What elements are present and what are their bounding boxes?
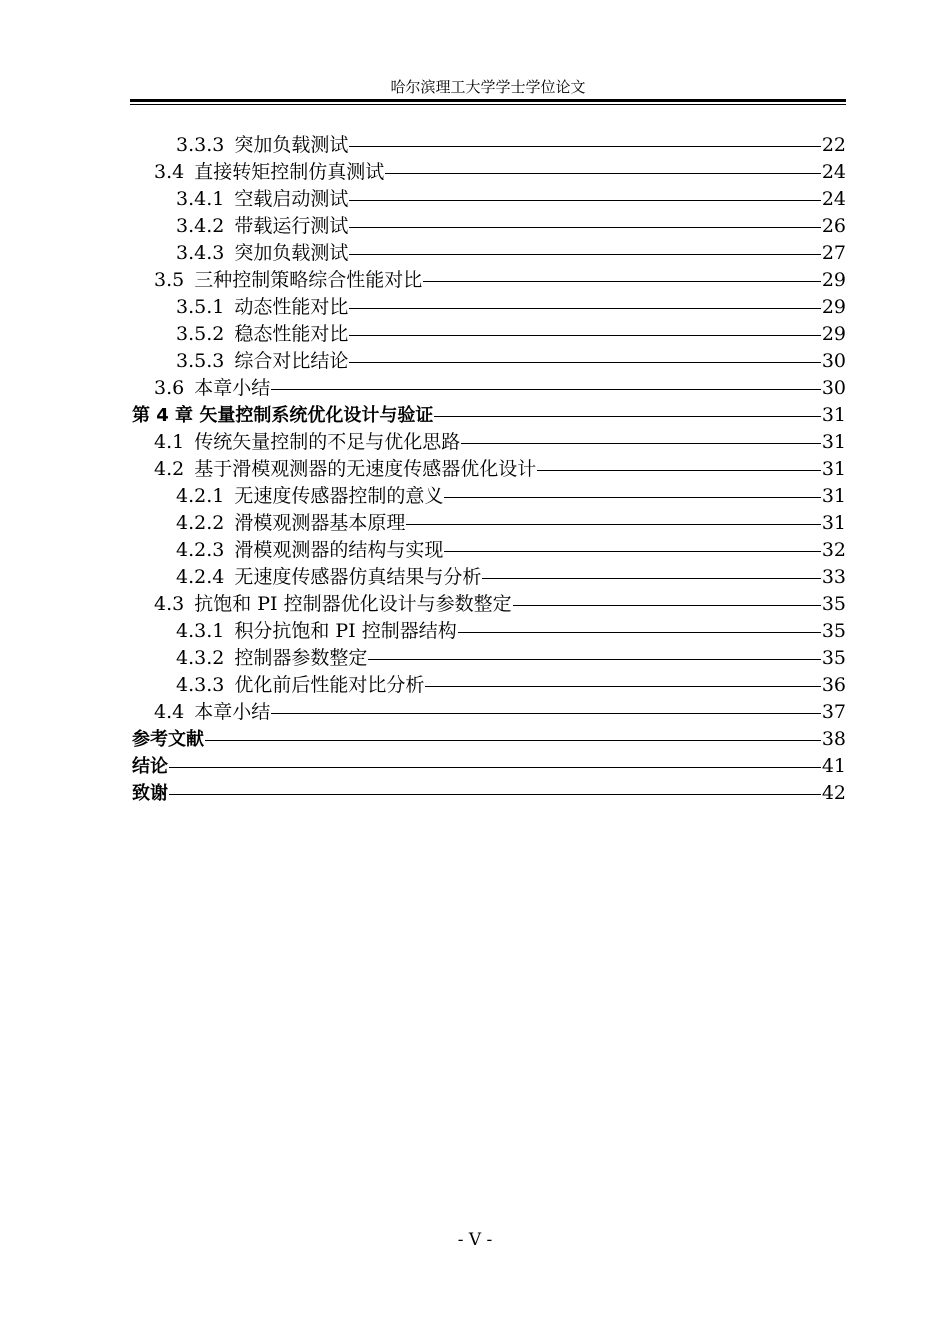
toc-leader-line xyxy=(205,740,821,741)
toc-leader-line xyxy=(271,389,821,390)
toc-title: 突加负载测试 xyxy=(234,134,349,156)
toc-entry[interactable] xyxy=(132,618,846,645)
toc-page-number: 29 xyxy=(821,269,846,291)
toc-section-number: 3.5 xyxy=(154,269,185,291)
toc-entry[interactable] xyxy=(132,537,846,564)
toc-section-number: 4.1 xyxy=(154,431,185,453)
toc-title: 本章小结 xyxy=(194,377,271,399)
toc-title: 滑模观测器的结构与实现 xyxy=(234,539,444,561)
toc-leader-line xyxy=(482,578,820,579)
toc-page-number: 24 xyxy=(821,161,846,183)
toc-leader-line xyxy=(368,659,820,660)
toc-page-number: 31 xyxy=(821,458,846,480)
toc-leader-line xyxy=(349,254,820,255)
toc-entry[interactable] xyxy=(132,267,846,294)
toc-page-number: 35 xyxy=(821,647,846,669)
toc-page-number: 35 xyxy=(821,620,846,642)
toc-page-number: 29 xyxy=(821,323,846,345)
table-of-contents xyxy=(132,132,846,807)
toc-entry[interactable] xyxy=(132,294,846,321)
toc-leader-line xyxy=(349,335,820,336)
toc-section-number: 4.4 xyxy=(154,701,185,723)
toc-leader-line xyxy=(513,605,821,606)
toc-entry[interactable] xyxy=(132,321,846,348)
toc-leader-line xyxy=(406,524,820,525)
toc-entry[interactable] xyxy=(132,564,846,591)
toc-title: 抗饱和 PI 控制器优化设计与参数整定 xyxy=(194,593,512,615)
toc-title: 无速度传感器控制的意义 xyxy=(234,485,444,507)
toc-entry[interactable] xyxy=(132,780,846,807)
toc-section-number: 3.4 xyxy=(154,161,185,183)
toc-title: 滑模观测器基本原理 xyxy=(234,512,406,534)
toc-page-number: 37 xyxy=(821,701,846,723)
toc-leader-line xyxy=(385,173,821,174)
toc-leader-line xyxy=(349,227,820,228)
toc-title: 积分抗饱和 PI 控制器结构 xyxy=(234,620,457,642)
toc-entry[interactable] xyxy=(132,591,846,618)
toc-leader-line xyxy=(169,794,821,795)
toc-section-number: 4.2.2 xyxy=(176,512,225,534)
toc-entry[interactable] xyxy=(132,159,846,186)
toc-leader-line xyxy=(444,497,820,498)
toc-section-number: 4.3.3 xyxy=(176,674,225,696)
toc-entry[interactable] xyxy=(132,186,846,213)
toc-entry[interactable] xyxy=(132,429,846,456)
toc-section-number: 3.6 xyxy=(154,377,185,399)
toc-section-number: 3.4.3 xyxy=(176,242,225,264)
toc-leader-line xyxy=(537,470,821,471)
toc-page-number: 27 xyxy=(821,242,846,264)
toc-page-number: 31 xyxy=(821,485,846,507)
header-rule-thick xyxy=(130,99,846,102)
toc-entry[interactable] xyxy=(132,375,846,402)
toc-page-number: 41 xyxy=(821,755,846,777)
header-rule-thin xyxy=(130,104,846,105)
toc-section-number: 4.3.2 xyxy=(176,647,225,669)
toc-page-number: 30 xyxy=(821,377,846,399)
toc-leader-line xyxy=(349,308,820,309)
toc-leader-line xyxy=(423,281,821,282)
toc-page-number: 42 xyxy=(821,782,846,804)
toc-entry[interactable] xyxy=(132,456,846,483)
toc-entry[interactable] xyxy=(132,726,846,753)
toc-title: 综合对比结论 xyxy=(234,350,349,372)
toc-section-number: 4.3 xyxy=(154,593,185,615)
toc-page-number: 33 xyxy=(821,566,846,588)
toc-page-number: 38 xyxy=(821,728,846,750)
toc-section-number: 3.5.3 xyxy=(176,350,225,372)
toc-page-number: 32 xyxy=(821,539,846,561)
toc-section-number: 4.2 xyxy=(154,458,185,480)
toc-section-number: 4.2.1 xyxy=(176,485,225,507)
toc-section-number: 3.3.3 xyxy=(176,134,225,156)
toc-title: 突加负载测试 xyxy=(234,242,349,264)
toc-leader-line xyxy=(444,551,820,552)
toc-page-number: 36 xyxy=(821,674,846,696)
toc-page-number: 29 xyxy=(821,296,846,318)
toc-leader-line xyxy=(425,686,820,687)
toc-section-number: 3.5.2 xyxy=(176,323,225,345)
running-header: 哈尔滨理工大学学士学位论文 xyxy=(390,78,586,96)
toc-entry[interactable] xyxy=(132,672,846,699)
toc-title: 直接转矩控制仿真测试 xyxy=(194,161,385,183)
toc-title: 致谢 xyxy=(132,783,168,804)
toc-leader-line xyxy=(434,416,820,417)
toc-page-number: 26 xyxy=(821,215,846,237)
toc-leader-line xyxy=(349,362,820,363)
toc-title: 基于滑模观测器的无速度传感器优化设计 xyxy=(194,458,537,480)
toc-title: 三种控制策略综合性能对比 xyxy=(194,269,423,291)
toc-page-number: 35 xyxy=(821,593,846,615)
toc-title: 空载启动测试 xyxy=(234,188,349,210)
toc-title: 本章小结 xyxy=(194,701,271,723)
toc-section-number: 4.2.3 xyxy=(176,539,225,561)
toc-page-number: 22 xyxy=(821,134,846,156)
toc-leader-line xyxy=(461,443,821,444)
toc-page-number: 31 xyxy=(821,431,846,453)
toc-entry[interactable] xyxy=(132,240,846,267)
toc-entry[interactable] xyxy=(132,348,846,375)
toc-entry[interactable] xyxy=(132,402,846,429)
toc-entry[interactable] xyxy=(132,645,846,672)
toc-entry[interactable] xyxy=(132,510,846,537)
toc-entry[interactable] xyxy=(132,132,846,159)
toc-leader-line xyxy=(349,146,820,147)
toc-entry[interactable] xyxy=(132,213,846,240)
toc-section-number: 3.5.1 xyxy=(176,296,225,318)
toc-entry[interactable] xyxy=(132,753,846,780)
toc-section-number: 4.3.1 xyxy=(176,620,225,642)
toc-title: 稳态性能对比 xyxy=(234,323,349,345)
toc-section-number: 3.4.2 xyxy=(176,215,225,237)
toc-page-number: 30 xyxy=(821,350,846,372)
toc-section-number: 3.4.1 xyxy=(176,188,225,210)
toc-entry[interactable] xyxy=(132,483,846,510)
toc-title: 第 4 章 矢量控制系统优化设计与验证 xyxy=(132,405,434,426)
toc-entry[interactable] xyxy=(132,699,846,726)
toc-title: 优化前后性能对比分析 xyxy=(234,674,425,696)
toc-title: 无速度传感器仿真结果与分析 xyxy=(234,566,482,588)
toc-title: 参考文献 xyxy=(132,729,204,750)
toc-leader-line xyxy=(169,767,821,768)
toc-title: 结论 xyxy=(132,756,168,777)
toc-page-number: 24 xyxy=(821,188,846,210)
toc-page-number: 31 xyxy=(821,512,846,534)
toc-title: 动态性能对比 xyxy=(234,296,349,318)
toc-section-number: 4.2.4 xyxy=(176,566,225,588)
toc-title: 传统矢量控制的不足与优化思路 xyxy=(194,431,461,453)
page-number: - V - xyxy=(457,1230,493,1250)
toc-leader-line xyxy=(349,200,820,201)
toc-title: 控制器参数整定 xyxy=(234,647,368,669)
toc-page-number: 31 xyxy=(821,404,846,426)
toc-leader-line xyxy=(271,713,821,714)
toc-title: 带载运行测试 xyxy=(234,215,349,237)
toc-leader-line xyxy=(458,632,821,633)
